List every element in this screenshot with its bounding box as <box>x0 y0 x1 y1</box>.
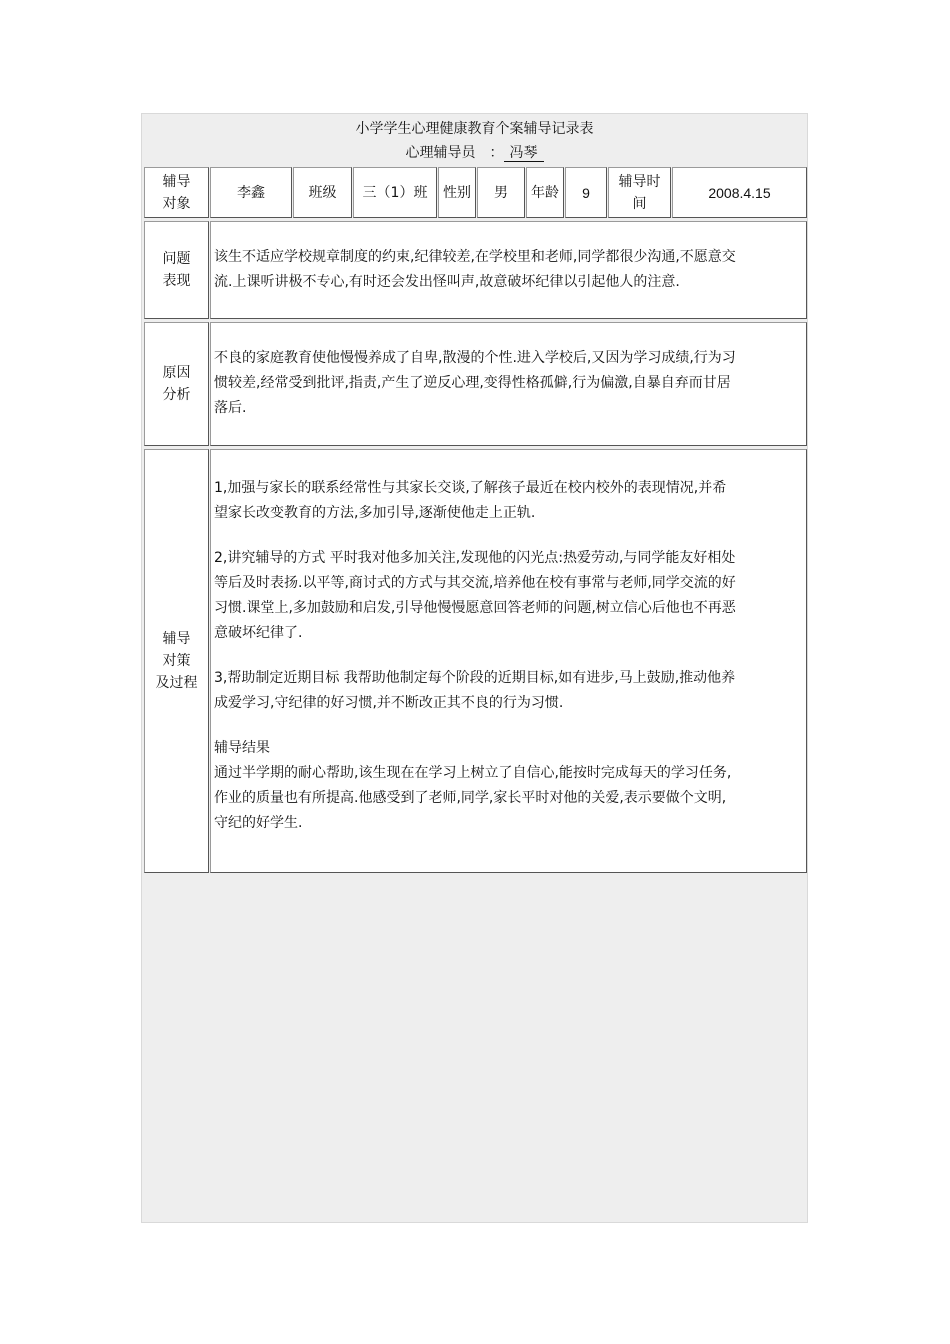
strategy-p1-line-2: 望家长改变教育的方法,多加引导,逐渐使他走上正轨. <box>214 505 536 521</box>
gender-value: 男 <box>494 184 508 201</box>
cause-line-2: 惯较差,经常受到批评,指责,产生了逆反心理,变得性格孤僻,行为偏激,自暴自弃而甘居 <box>214 375 731 391</box>
subject-label-cell <box>144 167 209 218</box>
strategy-label-line-2: 对策 <box>162 653 191 669</box>
strategy-label-line-3: 及过程 <box>155 675 198 691</box>
strategy-label-cell <box>144 449 209 873</box>
strategy-result <box>214 736 806 836</box>
strategy-p2-line-2: 等后及时表扬.以平等,商讨式的方式与其交流,培养他在校有事常与老师,同学交流的好 <box>214 575 736 591</box>
cause-line-1: 不良的家庭教育使他慢慢养成了自卑,散漫的个性.进入学校后,又因为学习成绩,行为习 <box>214 350 736 366</box>
age-label: 年龄 <box>531 184 559 201</box>
gender-label: 性别 <box>443 184 471 201</box>
time-label-line-2: 间 <box>632 195 647 212</box>
result-line-3: 守纪的好学生. <box>214 815 303 831</box>
problem-line-1: 该生不适应学校规章制度的约束,纪律较差,在学校里和老师,同学都很少沟通,不愿意交 <box>214 249 736 265</box>
subject-label-line-2: 对象 <box>162 195 191 212</box>
gender-label-cell <box>438 167 476 218</box>
result-heading: 辅导结果 <box>214 740 270 756</box>
form-title: 小学学生心理健康教育个案辅导记录表 <box>355 121 594 137</box>
strategy-p3-line-1: 3,帮助制定近期目标 我帮助他制定每个阶段的近期目标,如有进步,马上鼓励,推动他养 <box>214 670 736 686</box>
cause-content-cell <box>210 322 807 446</box>
problem-content-cell <box>210 221 807 319</box>
age-label-cell <box>526 167 564 218</box>
cause-label-line-1: 原因 <box>162 365 191 381</box>
age-value-cell <box>565 167 607 218</box>
strategy-p1-line-1: 1,加强与家长的联系经常性与其家长交谈,了解孩子最近在校内校外的表现情况,并希 <box>214 480 727 496</box>
date-value: 2008.4.15 <box>708 184 771 201</box>
time-label-line-1: 辅导时 <box>618 173 661 190</box>
subject-name-cell <box>210 167 292 218</box>
class-value-cell <box>353 167 437 218</box>
counselor-line <box>142 144 807 162</box>
time-label-cell <box>608 167 671 218</box>
counselor-name: 冯琴 <box>504 145 544 162</box>
class-label: 班级 <box>308 184 337 201</box>
strategy-p2-line-1: 2,讲究辅导的方式 平时我对他多加关注,发现他的闪光点:热爱劳动,与同学能友好相处 <box>214 550 736 566</box>
date-cell <box>672 167 807 218</box>
cause-label-cell <box>144 322 209 446</box>
record-sheet <box>141 113 808 1223</box>
strategy-content-cell <box>210 449 807 873</box>
cause-label-line-2: 分析 <box>162 387 191 403</box>
strategy-p2-line-4: 意破坏纪律了. <box>214 625 303 641</box>
problem-label-cell <box>144 221 209 319</box>
strategy-p2-line-3: 习惯.课堂上,多加鼓励和启发,引导他慢慢愿意回答老师的问题,树立信心后他也不再恶 <box>214 600 736 616</box>
cause-line-3: 落后. <box>214 400 247 416</box>
gender-value-cell <box>477 167 525 218</box>
problem-label-line-2: 表现 <box>162 273 191 289</box>
strategy-label-line-1: 辅导 <box>162 631 191 647</box>
result-line-2: 作业的质量也有所提高.他感受到了老师,同学,家长平时对他的关爱,表示要做个文明, <box>214 790 727 806</box>
strategy-paragraph-2 <box>214 546 806 646</box>
problem-line-2: 流.上课听讲极不专心,有时还会发出怪叫声,故意破坏纪律以引起他人的注意. <box>214 274 680 290</box>
result-line-1: 通过半学期的耐心帮助,该生现在在学习上树立了自信心,能按时完成每天的学习任务, <box>214 765 732 781</box>
class-label-cell <box>293 167 352 218</box>
age-value: 9 <box>582 184 590 201</box>
strategy-p3-line-2: 成爱学习,守纪律的好习惯,并不断改正其不良的行为习惯. <box>214 695 564 711</box>
subject-label-line-1: 辅导 <box>162 173 191 190</box>
class-value: 三（1）班 <box>362 184 428 201</box>
title-area <box>142 114 807 166</box>
counselor-label: 心理辅导员 ： <box>405 145 504 161</box>
strategy-paragraph-1 <box>214 476 806 526</box>
problem-label-line-1: 问题 <box>162 251 191 267</box>
strategy-paragraph-3 <box>214 666 806 716</box>
subject-name: 李鑫 <box>237 184 265 201</box>
